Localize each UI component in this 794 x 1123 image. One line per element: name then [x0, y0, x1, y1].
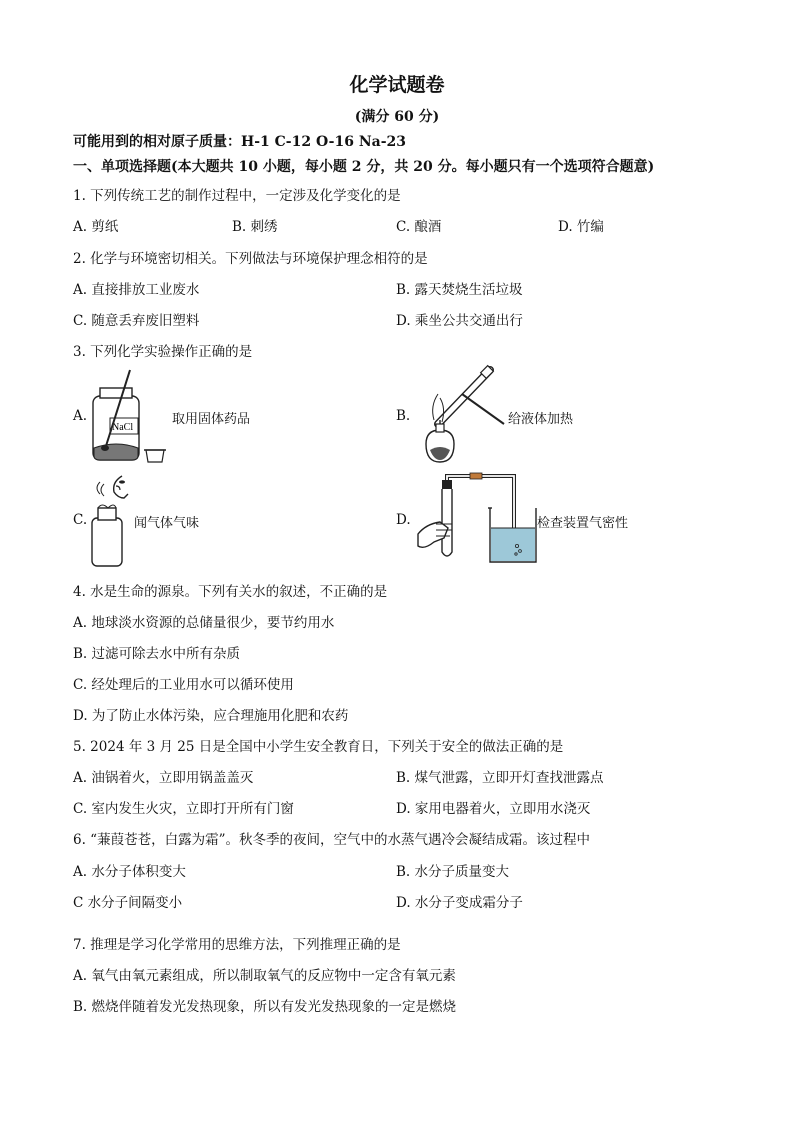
- question-4-option-d: D. 为了防止水体污染，应合理施用化肥和农药: [73, 708, 349, 724]
- question-6-option-c: C 水分子间隔变小: [73, 895, 183, 911]
- question-1-option-a: A. 剪纸: [73, 219, 119, 235]
- question-5-option-b: B. 煤气泄露，立即开灯查找泄露点: [396, 770, 604, 786]
- question-3-option-b-letter: B.: [396, 408, 411, 424]
- question-6-option-b: B. 水分子质量变大: [396, 864, 510, 880]
- page-subtitle: (满分 60 分): [354, 109, 440, 125]
- question-5-stem: 5. 2024 年 3 月 25 日是全国中小学生安全教育日，下列关于安全的做法正确的是: [73, 739, 564, 755]
- question-3-option-d-letter: D.: [396, 512, 411, 528]
- section-heading: 一、单项选择题(本大题共 10 小题，每小题 2 分，共 20 分。每小题只有一个选项符合题意): [73, 159, 655, 175]
- question-4-option-a: A. 地球淡水资源的总储量很少，要节约用水: [73, 615, 335, 631]
- question-1-option-b: B. 刺绣: [232, 219, 278, 235]
- figure-solid-reagent: [88, 368, 168, 464]
- atomic-mass-note: 可能用到的相对原子质量：H-1 C-12 O-16 Na-23: [73, 134, 406, 150]
- question-3-option-d-label: 检查装置气密性: [537, 516, 629, 531]
- question-7-option-a: A. 氧气由氧元素组成，所以制取氧气的反应物中一定含有氧元素: [73, 968, 456, 984]
- page-title: 化学试题卷: [349, 74, 445, 96]
- figure-airtightness-check: [414, 472, 538, 568]
- question-6-stem: 6. “蒹葭苍苍，白露为霜”。秋冬季的夜间，空气中的水蒸气遇冷会凝结成霜。该过程中: [73, 832, 590, 848]
- question-7-option-b: B. 燃烧伴随着发光发热现象，所以有发光发热现象的一定是燃烧: [73, 999, 457, 1015]
- question-3-option-a-label: 取用固体药品: [172, 412, 251, 427]
- question-4-stem: 4. 水是生命的源泉。下列有关水的叙述，不正确的是: [73, 584, 388, 600]
- question-1-stem: 1. 下列传统工艺的制作过程中，一定涉及化学变化的是: [73, 188, 401, 204]
- question-7-stem: 7. 推理是学习化学常用的思维方法，下列推理正确的是: [73, 937, 401, 953]
- question-6-option-d: D. 水分子变成霜分子: [396, 895, 523, 911]
- question-3-option-a-letter: A.: [73, 408, 88, 424]
- question-4-option-b: B. 过滤可除去水中所有杂质: [73, 646, 241, 662]
- question-2-option-b: B. 露天焚烧生活垃圾: [396, 282, 523, 298]
- question-3-option-c-label: 闻气体气味: [134, 516, 200, 531]
- question-1-option-d: D. 竹编: [558, 219, 604, 235]
- question-2-option-d: D. 乘坐公共交通出行: [396, 313, 523, 329]
- question-5-option-d: D. 家用电器着火，立即用水浇灭: [396, 801, 591, 817]
- question-5-option-c: C. 室内发生火灾，立即打开所有门窗: [73, 801, 294, 817]
- question-3-option-b-label: 给液体加热: [508, 412, 574, 427]
- question-2-option-c: C. 随意丢弃废旧塑料: [73, 313, 200, 329]
- question-5-option-a: A. 油锅着火，立即用锅盖盖灭: [73, 770, 254, 786]
- question-1-option-c: C. 酿酒: [396, 219, 442, 235]
- question-6-option-a: A. 水分子体积变大: [73, 864, 186, 880]
- question-3-option-c-letter: C.: [73, 512, 88, 528]
- question-4-option-c: C. 经处理后的工业用水可以循环使用: [73, 677, 294, 693]
- question-3-stem: 3. 下列化学实验操作正确的是: [73, 344, 253, 360]
- question-2-option-a: A. 直接排放工业废水: [73, 282, 200, 298]
- nacl-label: NaCl: [112, 422, 134, 433]
- figure-smelling-gas: [88, 472, 136, 570]
- figure-heating-liquid: [412, 364, 508, 468]
- question-2-stem: 2. 化学与环境密切相关。下列做法与环境保护理念相符的是: [73, 251, 428, 267]
